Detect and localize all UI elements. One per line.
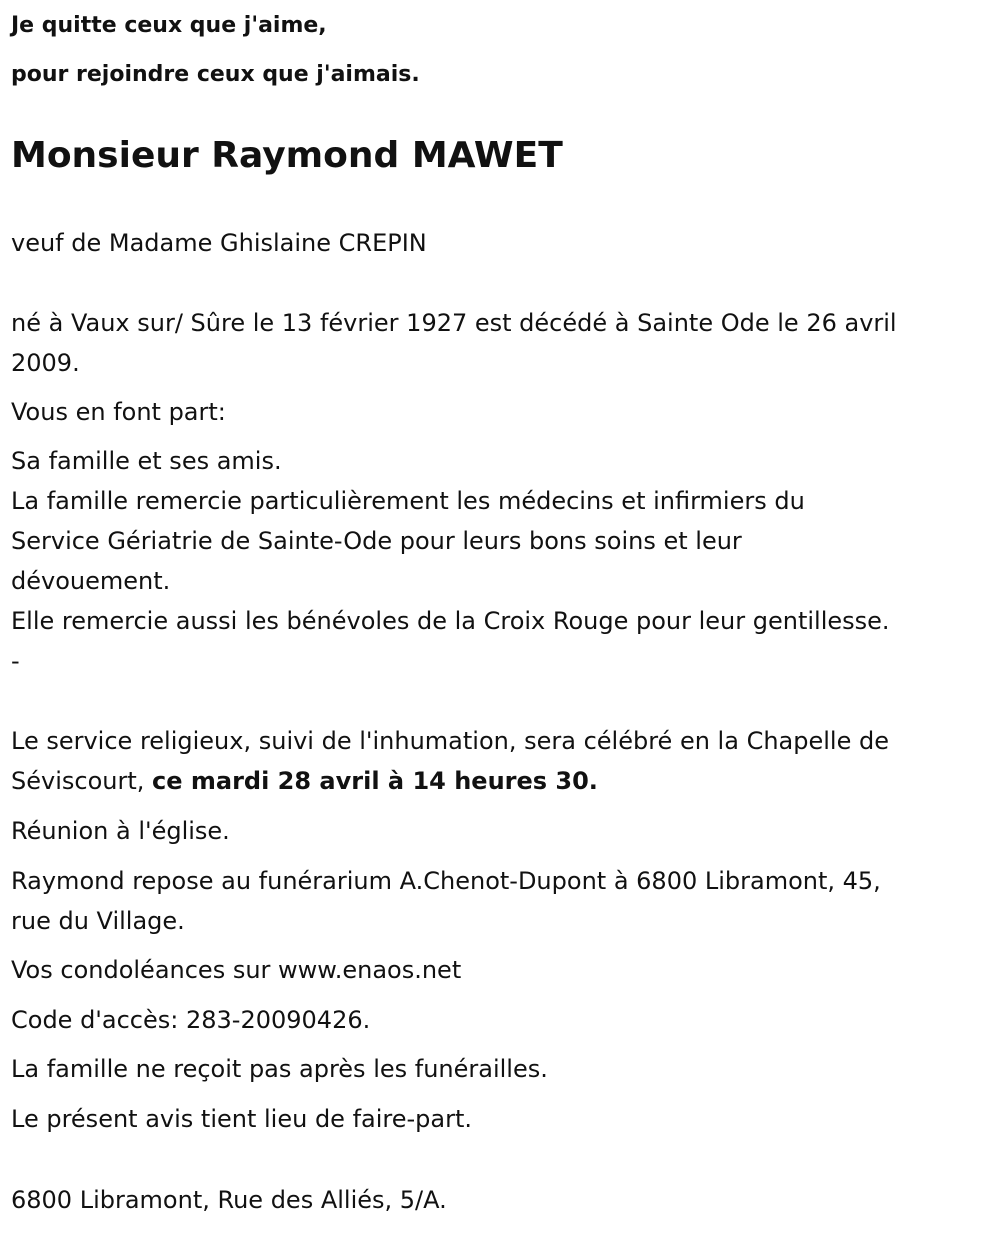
epigraph-line-2: pour rejoindre ceux que j'aimais. [11,62,420,87]
thanks-red-cross: Elle remercie aussi les bénévoles de la Croix Rouge pour leur gentillesse. [11,607,890,635]
notice-line: Le présent avis tient lieu de faire-part. [11,1105,473,1133]
separator-dash: - [11,647,20,675]
birth-death-line-1: né à Vaux sur/ Sûre le 13 février 1927 est décédé à Sainte Ode le 26 avril [11,309,897,337]
access-code-line: Code d'accès: 283-20090426. [11,1006,371,1034]
condolences-line: Vos condoléances sur www.enaos.net [11,956,462,984]
thanks-line-3: dévouement. [11,567,171,595]
spouse-line: veuf de Madame Ghislaine CREPIN [11,229,427,257]
service-line-1: Le service religieux, suivi de l'inhumation, sera célébré en la Chapelle de [11,727,889,755]
thanks-line-1: La famille remercie particulièrement les médecins et infirmiers du [11,487,805,515]
service-place: Séviscourt, [11,767,152,795]
meeting-line: Réunion à l'église. [11,817,230,845]
service-date-time: ce mardi 28 avril à 14 heures 30. [152,767,598,795]
no-reception-line: La famille ne reçoit pas après les funérailles. [11,1055,548,1083]
epigraph-line-1: Je quitte ceux que j'aime, [11,13,327,38]
service-line-2 [11,761,598,801]
address-line: 6800 Libramont, Rue des Alliés, 5/A. [11,1186,447,1214]
family-line: Sa famille et ses amis. [11,447,282,475]
announcement-intro: Vous en font part: [11,398,226,426]
repose-line-1: Raymond repose au funérarium A.Chenot-Dupont à 6800 Libramont, 45, [11,867,881,895]
repose-line-2: rue du Village. [11,907,185,935]
thanks-line-2: Service Gériatrie de Sainte-Ode pour leurs bons soins et leur [11,527,742,555]
birth-death-line-2: 2009. [11,349,80,377]
deceased-name: Monsieur Raymond MAWET [11,135,563,176]
